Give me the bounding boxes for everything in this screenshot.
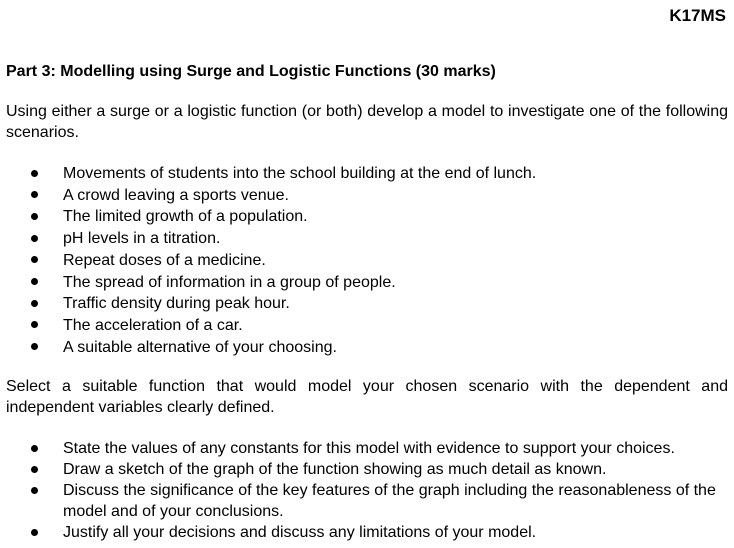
- bullet-icon: [31, 343, 38, 350]
- bullet-icon: [31, 191, 38, 198]
- list-item: [0, 163, 700, 185]
- list-item: [0, 522, 730, 543]
- scenario-text: The limited growth of a population.: [63, 208, 308, 226]
- list-item: [0, 293, 700, 315]
- list-item: [0, 438, 730, 459]
- bullet-icon: [31, 213, 38, 220]
- document-code: K17MS: [669, 6, 726, 25]
- bullet-icon: [31, 300, 38, 307]
- task-text: Justify all your decisions and discuss any limitations of your model.: [63, 524, 537, 541]
- list-item: [0, 459, 730, 480]
- list-item: [0, 250, 700, 272]
- intro-paragraph: Using either a surge or a logistic function (or both) develop a model to investigate one of the following scenarios.: [6, 103, 728, 141]
- bullet-icon: [31, 278, 38, 285]
- bullet-icon: [31, 256, 38, 263]
- bullet-icon: [31, 487, 38, 494]
- task-text: State the values of any constants for this model with evidence to support your choices.: [63, 440, 675, 457]
- list-item: [0, 206, 700, 228]
- list-item: [0, 228, 700, 250]
- list-item: [0, 480, 730, 522]
- scenario-text: Traffic density during peak hour.: [63, 295, 290, 313]
- list-item: [0, 272, 700, 294]
- list-item: [0, 185, 700, 207]
- scenario-text: The spread of information in a group of people.: [63, 273, 396, 291]
- task-text: Draw a sketch of the graph of the function showing as much detail as known.: [63, 461, 607, 478]
- bullet-icon: [31, 170, 38, 177]
- scenario-text: Repeat doses of a medicine.: [63, 251, 266, 269]
- task-list: [0, 438, 730, 543]
- bullet-icon: [31, 529, 38, 536]
- bullet-icon: [31, 466, 38, 473]
- section-heading: Part 3: Modelling using Surge and Logistic Functions (30 marks): [6, 63, 496, 80]
- instruction-paragraph: Select a suitable function that would model your chosen scenario with the dependent and independent variables clearly defined.: [6, 378, 728, 416]
- scenario-list: [0, 163, 700, 358]
- scenario-text: Movements of students into the school building at the end of lunch.: [63, 165, 537, 182]
- scenario-text: The acceleration of a car.: [63, 316, 243, 334]
- task-text: Discuss the significance of the key features of the graph including the reasonableness of the model and of your conclusions.: [63, 482, 716, 520]
- scenario-text: A crowd leaving a sports venue.: [63, 186, 289, 204]
- list-item: [0, 337, 700, 359]
- bullet-icon: [31, 235, 38, 242]
- bullet-icon: [31, 321, 38, 328]
- scenario-text: A suitable alternative of your choosing.: [63, 338, 337, 356]
- list-item: [0, 315, 700, 337]
- scenario-text: pH levels in a titration.: [63, 230, 221, 248]
- bullet-icon: [31, 445, 38, 452]
